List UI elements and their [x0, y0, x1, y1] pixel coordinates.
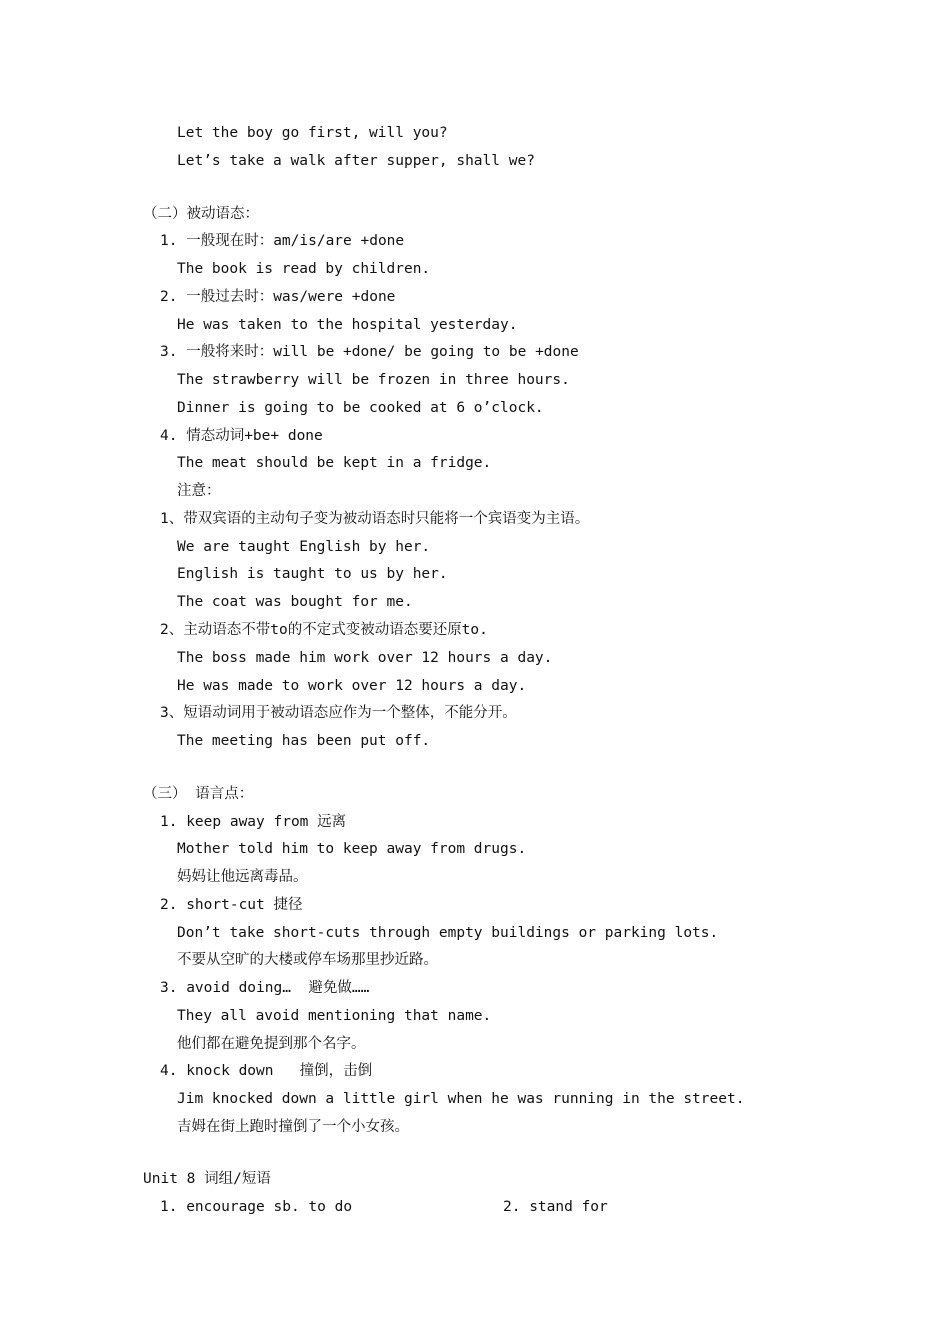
- example-sentence: English is taught to us by her.: [177, 566, 448, 582]
- list-item: 3. 一般将来时：will be +done/ be going to be +done: [160, 344, 579, 360]
- example-sentence: The boss made him work over 12 hours a day.: [177, 650, 553, 666]
- example-sentence: We are taught English by her.: [177, 539, 431, 555]
- example-sentence: Don’t take short-cuts through empty buildings or parking lots.: [177, 925, 719, 941]
- example-sentence: Mother told him to keep away from drugs.: [177, 841, 527, 857]
- list-item: 1. 一般现在时：am/is/are +done: [160, 233, 405, 249]
- list-item: 1. keep away from 远离: [160, 814, 347, 830]
- list-item: 4. knock down 撞倒，击倒: [160, 1063, 373, 1079]
- example-sentence: The meat should be kept in a fridge.: [177, 455, 492, 471]
- translation: 不要从空旷的大楼或停车场那里抄近路。: [177, 952, 438, 968]
- translation: 他们都在避免提到那个名字。: [177, 1036, 366, 1052]
- example-sentence: He was taken to the hospital yesterday.: [177, 317, 518, 333]
- example-sentence: Let’s take a walk after supper, shall we?: [177, 153, 535, 169]
- note-label: 注意：: [177, 483, 221, 499]
- section-heading: （二）被动语态：: [143, 206, 259, 222]
- phrase-item: 1. encourage sb. to do: [160, 1199, 353, 1215]
- example-sentence: The meeting has been put off.: [177, 733, 431, 749]
- section-heading: （三） 语言点：: [143, 786, 254, 802]
- example-sentence: He was made to work over 12 hours a day.: [177, 678, 527, 694]
- example-sentence: Let the boy go first, will you?: [177, 125, 448, 141]
- translation: 吉姆在街上跑时撞倒了一个小女孩。: [177, 1119, 409, 1135]
- list-item: 2. short-cut 捷径: [160, 897, 303, 913]
- translation: 妈妈让他远离毒品。: [177, 869, 308, 885]
- note-item: 2、主动语态不带to的不定式变被动语态要还原to.: [160, 622, 488, 638]
- example-sentence: The strawberry will be frozen in three hours.: [177, 372, 570, 388]
- list-item: 4. 情态动词+be+ done: [160, 428, 323, 444]
- example-sentence: Jim knocked down a little girl when he was running in the street.: [177, 1091, 745, 1107]
- unit-heading: Unit 8 词组/短语: [143, 1171, 271, 1187]
- example-sentence: The book is read by children.: [177, 261, 431, 277]
- phrase-item: 2. stand for: [503, 1199, 608, 1215]
- example-sentence: Dinner is going to be cooked at 6 o’clock.: [177, 400, 544, 416]
- note-item: 3、短语动词用于被动语态应作为一个整体，不能分开。: [160, 705, 517, 721]
- example-sentence: They all avoid mentioning that name.: [177, 1008, 492, 1024]
- example-sentence: The coat was bought for me.: [177, 594, 413, 610]
- list-item: 2. 一般过去时：was/were +done: [160, 289, 396, 305]
- note-item: 1、带双宾语的主动句子变为被动语态时只能将一个宾语变为主语。: [160, 511, 590, 527]
- list-item: 3. avoid doing… 避免做……: [160, 980, 370, 996]
